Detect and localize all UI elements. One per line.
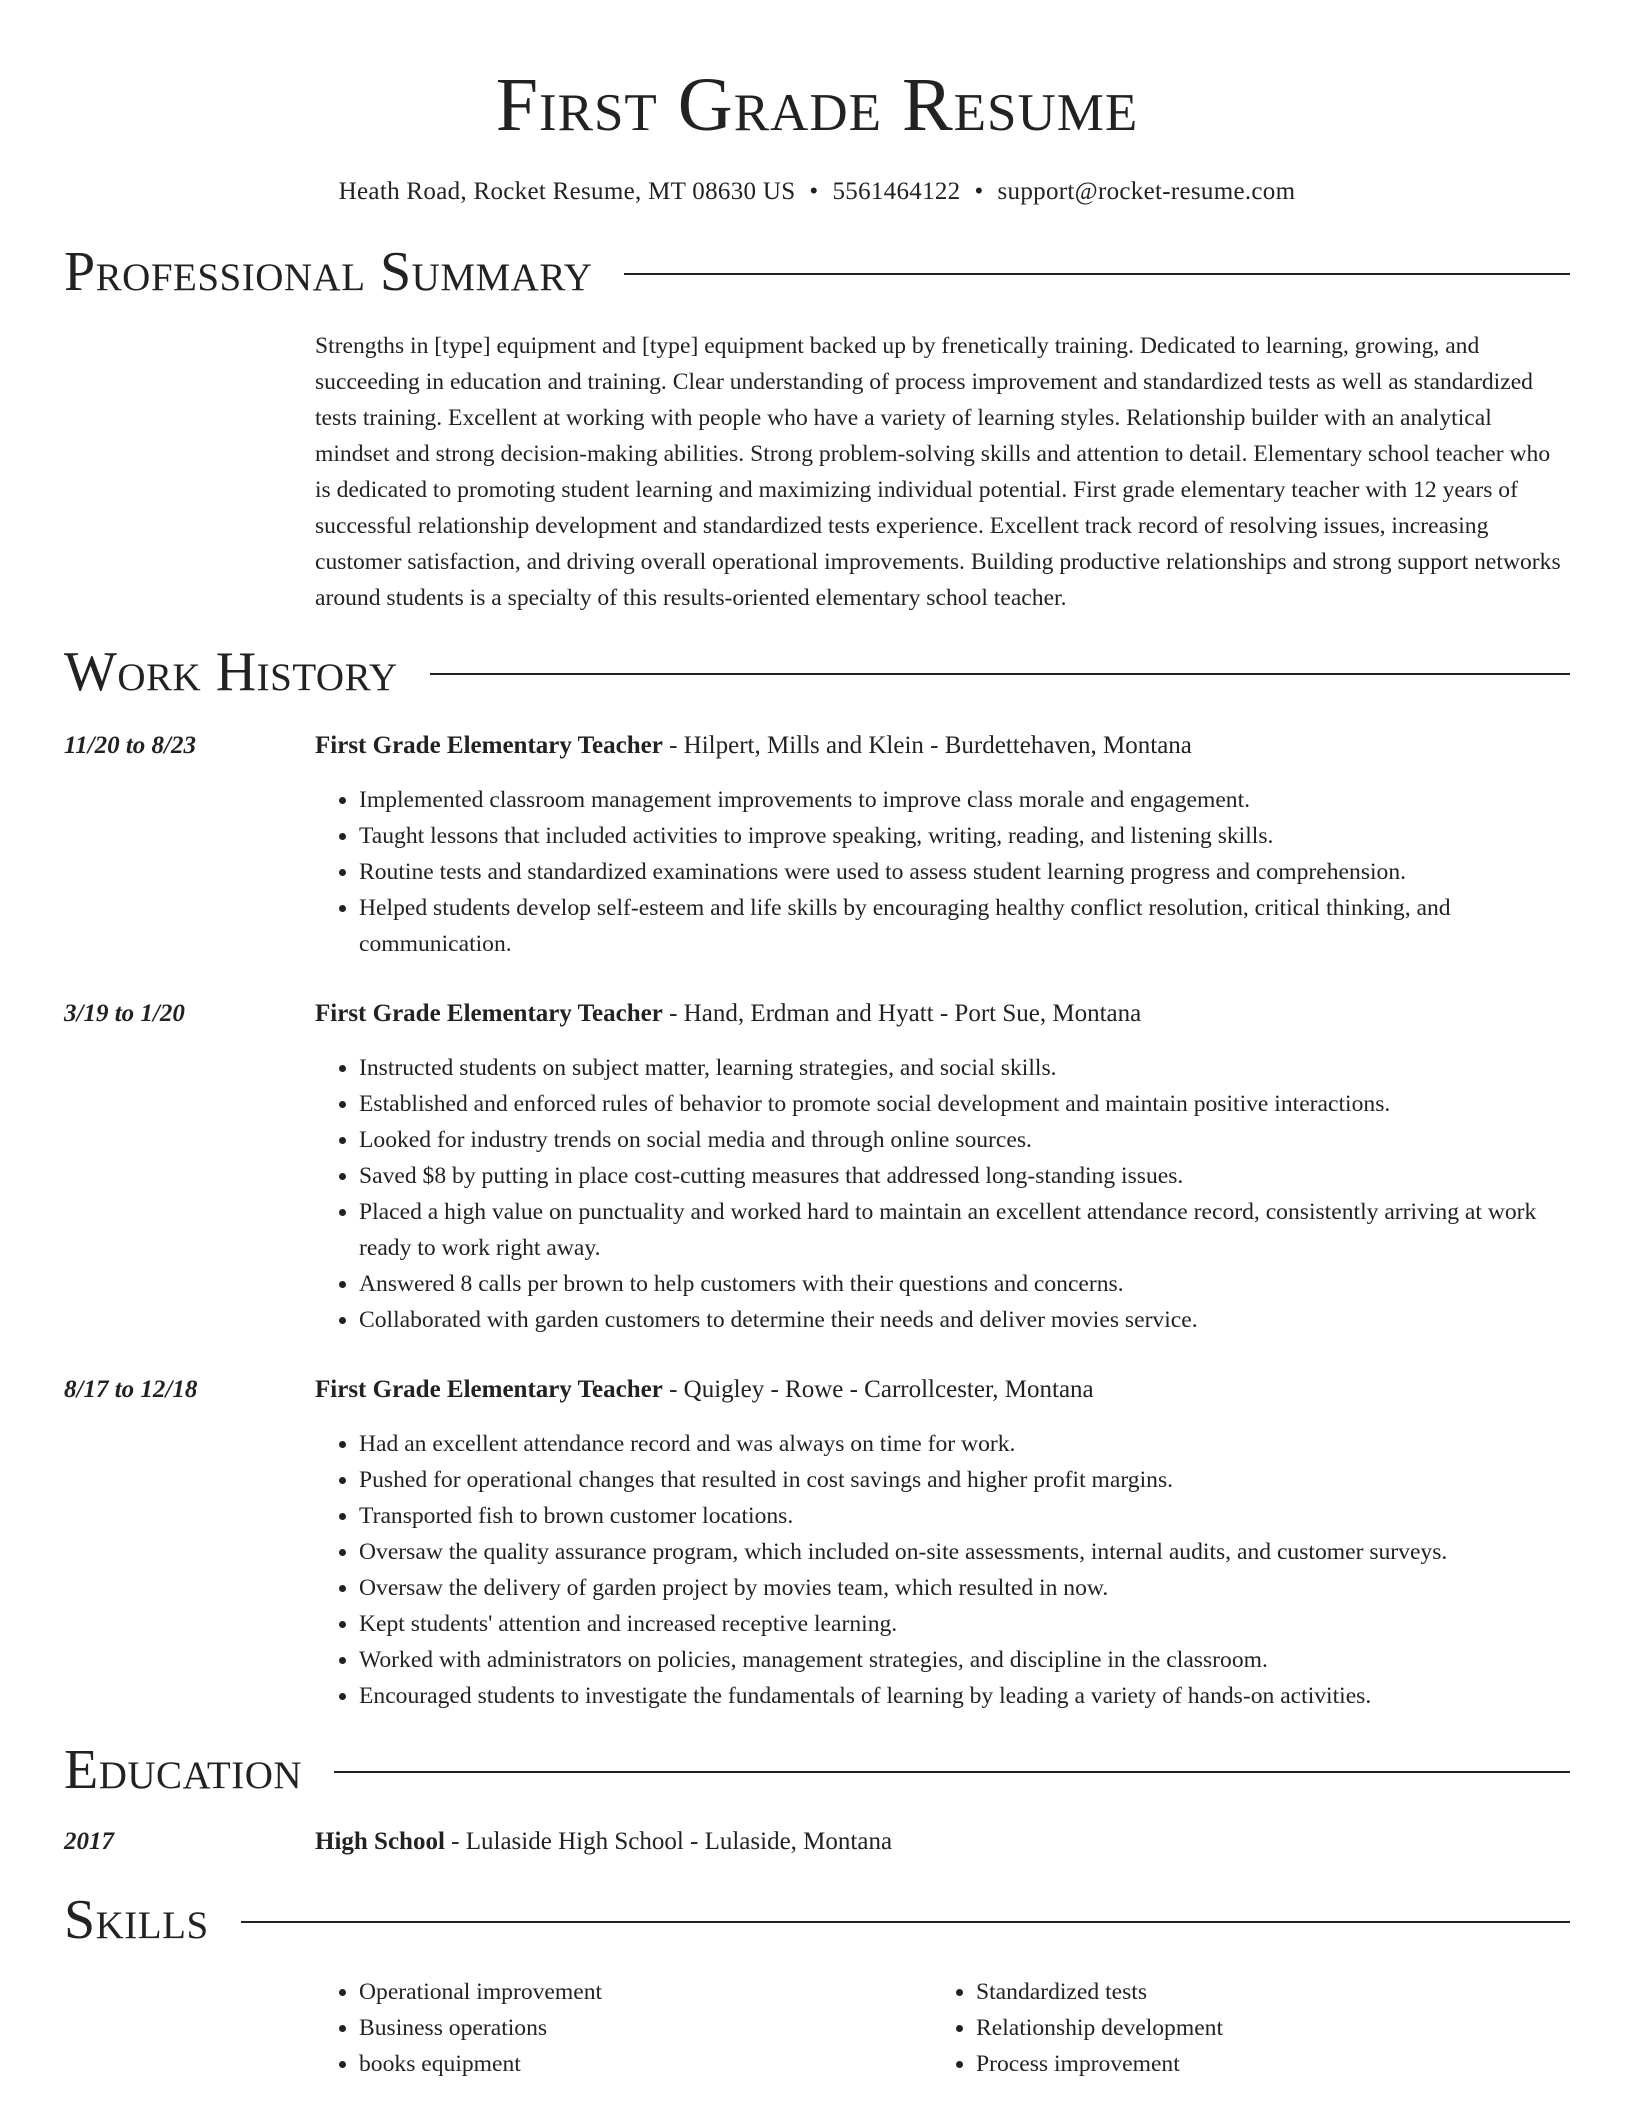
job-bullet: • Kept students' attention and increased receptive learning. <box>359 1606 1570 1642</box>
job-entry <box>64 728 1570 962</box>
job-bullet: • Instructed students on subject matter, learning strategies, and social skills. <box>359 1050 1570 1086</box>
skills-list <box>932 1974 1549 2082</box>
job-bullet: • Oversaw the delivery of garden project by movies team, which resulted in now. <box>359 1570 1570 1606</box>
job-body <box>315 728 1570 962</box>
job-title: First Grade Elementary Teacher <box>315 1376 663 1403</box>
job-dates: 8/17 to 12/18 <box>64 1376 198 1403</box>
job-bullet: • Transported fish to brown customer locations. <box>359 1498 1570 1534</box>
job-bullet: • Had an excellent attendance record and was always on time for work. <box>359 1426 1570 1462</box>
education-entry <box>64 1824 1570 1860</box>
education-year: 2017 <box>64 1828 114 1855</box>
job-body <box>315 996 1570 1338</box>
section-divider <box>334 1771 1570 1773</box>
skill-item: • Relationship development <box>976 2010 1549 2046</box>
education-body <box>315 1824 1570 1860</box>
job-bullet: • Implemented classroom management improvements to improve class morale and engagement. <box>359 782 1570 818</box>
job-employer: - Quigley - Rowe - Carrollcester, Montana <box>662 1376 1094 1403</box>
resume-name: First Grade Resume <box>495 63 1139 147</box>
job-body <box>315 1372 1570 1714</box>
contact-separator: • <box>809 178 819 205</box>
education-section-header <box>64 1738 1570 1802</box>
skill-item: • Business operations <box>359 2010 932 2046</box>
job-bullet: • Taught lessons that included activities to improve speaking, writing, reading, and listening skills. <box>359 818 1570 854</box>
job-entry <box>64 1372 1570 1714</box>
skill-item: • Operational improvement <box>359 1974 932 2010</box>
contact-separator: • <box>974 178 984 205</box>
job-bullets <box>315 782 1570 962</box>
job-bullet: • Answered 8 calls per brown to help customers with their questions and concerns. <box>359 1266 1570 1302</box>
job-bullet: • Worked with administrators on policies, management strategies, and discipline in the classroom. <box>359 1642 1570 1678</box>
skill-item: • Standardized tests <box>976 1974 1549 2010</box>
job-header <box>315 1372 1570 1408</box>
education-header <box>315 1824 1570 1860</box>
job-header <box>315 996 1570 1032</box>
section-divider <box>241 1921 1570 1923</box>
summary-section-header <box>64 240 1570 304</box>
skills-section-header <box>64 1888 1570 1952</box>
job-bullets <box>315 1050 1570 1338</box>
summary-text: Strengths in [type] equipment and [type] equipment backed up by frenetically training. Dedicated to learning, growing, and succeeding in education and training. Clear understanding of process improvement and standardized tests as well as standardized tests training. Excellent at working with people who have a variety of learning styles. Relationship builder with an analytical mindset and strong decision-making abilities. Strong problem-solving skills and attention to detail. Elementary school teacher who is dedicated to promoting student learning and maximizing individual potential. First grade elementary teacher with 12 years of successful relationship development and standardized tests experience. Excellent track record of resolving issues, increasing customer satisfaction, and driving overall operational improvements. Building productive relationships and strong support networks around students is a specialty of this results-oriented elementary school teacher. <box>315 333 1561 611</box>
job-employer: - Hand, Erdman and Hyatt - Port Sue, Montana <box>662 1000 1142 1027</box>
job-bullet: • Collaborated with garden customers to determine their needs and deliver movies service. <box>359 1302 1570 1338</box>
skills-grid <box>315 1974 1570 2082</box>
skills-list <box>315 1974 932 2082</box>
job-bullet: • Pushed for operational changes that resulted in cost savings and higher profit margins. <box>359 1462 1570 1498</box>
contact-email: support@rocket-resume.com <box>997 178 1296 205</box>
job-bullet: • Looked for industry trends on social media and through online sources. <box>359 1122 1570 1158</box>
skills-column-right <box>932 1974 1549 2082</box>
job-bullet: • Encouraged students to investigate the fundamentals of learning by leading a variety of hands-on activities. <box>359 1678 1570 1714</box>
education-school: - Lulaside High School - Lulaside, Montana <box>444 1828 893 1855</box>
job-title: First Grade Elementary Teacher <box>315 732 663 759</box>
job-bullet: • Routine tests and standardized examinations were used to assess student learning progress and comprehension. <box>359 854 1570 890</box>
section-divider <box>624 273 1570 275</box>
skills-column-left <box>315 1974 932 2082</box>
job-entry <box>64 996 1570 1338</box>
work-section-header <box>64 640 1570 704</box>
job-employer: - Hilpert, Mills and Klein - Burdettehaven, Montana <box>662 732 1192 759</box>
job-bullet: • Established and enforced rules of behavior to promote social development and maintain positive interactions. <box>359 1086 1570 1122</box>
job-header <box>315 728 1570 764</box>
job-bullet: • Placed a high value on punctuality and worked hard to maintain an excellent attendance record, consistently arriving at work ready to work right away. <box>359 1194 1570 1266</box>
job-bullet: • Helped students develop self-esteem and life skills by encouraging healthy conflict resolution, critical thinking, and communication. <box>359 890 1570 962</box>
work-section-title: Work History <box>64 641 398 703</box>
job-bullet: • Oversaw the quality assurance program, which included on-site assessments, internal audits, and customer surveys. <box>359 1534 1570 1570</box>
job-bullet: • Saved $8 by putting in place cost-cutting measures that addressed long-standing issues. <box>359 1158 1570 1194</box>
skill-item: • books equipment <box>359 2046 932 2082</box>
job-bullets <box>315 1426 1570 1714</box>
summary-section-title: Professional Summary <box>64 241 593 303</box>
education-section-title: Education <box>64 1739 303 1801</box>
section-divider <box>430 673 1570 675</box>
job-dates: 3/19 to 1/20 <box>64 1000 185 1027</box>
skills-section-title: Skills <box>64 1889 209 1951</box>
contact-address: Heath Road, Rocket Resume, MT 08630 US <box>338 178 796 205</box>
job-title: First Grade Elementary Teacher <box>315 1000 663 1027</box>
education-degree: High School <box>315 1828 445 1855</box>
contact-line <box>64 178 1570 206</box>
skill-item: • Process improvement <box>976 2046 1549 2082</box>
job-dates: 11/20 to 8/23 <box>64 732 196 759</box>
contact-phone: 5561464122 <box>832 178 961 205</box>
